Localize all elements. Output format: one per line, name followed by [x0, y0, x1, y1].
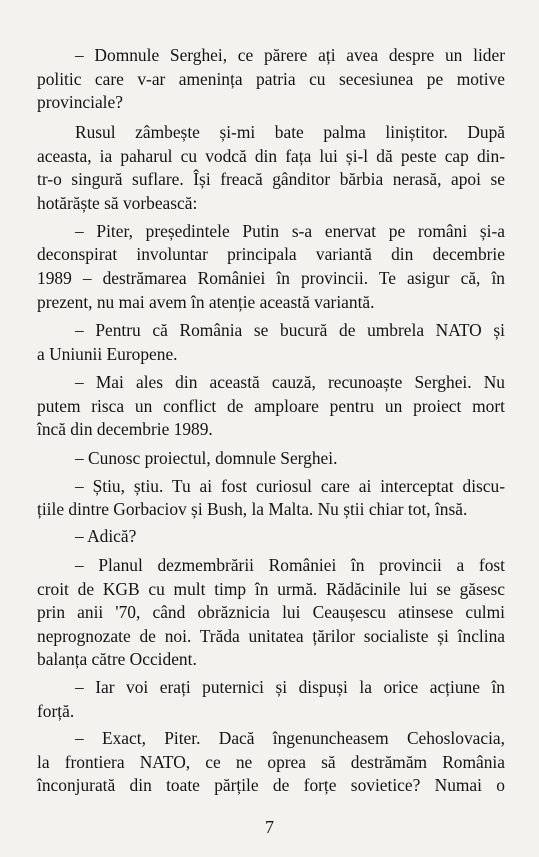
text-line: aceasta, ia paharul cu vodcă din fața lui și-l dă peste cap din-	[37, 146, 505, 166]
text-line: – Iar voi erați puternici și dispuși la orice acțiune în	[75, 677, 505, 697]
text-line: croit de KGB cu mult timp în urmă. Rădăcinile lui se găsesc	[37, 579, 505, 599]
text-line: – Piter, președintele Putin s-a enervat pe români și-a	[75, 221, 505, 241]
text-line: provinciale?	[37, 92, 123, 112]
text-line: 1989 – destrămarea României în provincii. Te asigur că, în	[37, 268, 505, 288]
text-line: încă din decembrie 1989.	[37, 419, 213, 439]
text-line: a Uniunii Europene.	[37, 344, 178, 364]
text-line: – Cunosc proiectul, domnule Serghei.	[75, 448, 338, 468]
text-line: hotărăște să vorbească:	[37, 193, 198, 213]
text-line: la frontiera NATO, ce ne oprea să destrămăm România	[37, 752, 505, 772]
text-line: înconjurată din toate părțile de forțe sovietice? Numai o	[37, 775, 505, 795]
text-line: – Adică?	[75, 526, 137, 546]
text-line: deconspirat involuntar principala variantă din decembrie	[37, 244, 505, 264]
text-line: – Știu, știu. Tu ai fost curiosul care ai interceptat discu-	[75, 476, 505, 496]
page-number: 7	[265, 817, 274, 837]
text-line: – Exact, Piter. Dacă îngenuncheasem Cehoslovacia,	[75, 728, 505, 748]
text-line: prin anii '70, când obrăznicia lui Ceaușescu atinsese culmi	[37, 602, 505, 622]
text-line: prezent, nu mai avem în atenție această variantă.	[37, 292, 375, 312]
text-line: balanța către Occident.	[37, 649, 197, 669]
text-line: – Mai ales din această cauză, recunoaște Serghei. Nu	[75, 372, 505, 392]
text-line: forță.	[37, 701, 75, 721]
text-line: Rusul zâmbește și-mi bate palma liniștitor. După	[75, 122, 505, 142]
text-line: politic care v-ar amenința patria cu secesiunea pe motive	[37, 69, 505, 89]
text-line: – Planul dezmembrării României în provincii a fost	[75, 555, 505, 575]
text-line: putem risca un conflict de amploare pentru un proiect mort	[37, 396, 505, 416]
text-line: tr-o singură suflare. Își freacă gânditor bărbia nerasă, apoi se	[37, 169, 505, 189]
text-line: – Pentru că România se bucură de umbrela NATO și	[75, 320, 505, 340]
text-line: – Domnule Serghei, ce părere ați avea despre un lider	[75, 45, 505, 65]
text-line: neprognozate de noi. Trăda unitatea țărilor socialiste și înclina	[37, 626, 505, 646]
text-line: țiile dintre Gorbaciov și Bush, la Malta. Nu știi chiar tot, însă.	[37, 499, 468, 519]
